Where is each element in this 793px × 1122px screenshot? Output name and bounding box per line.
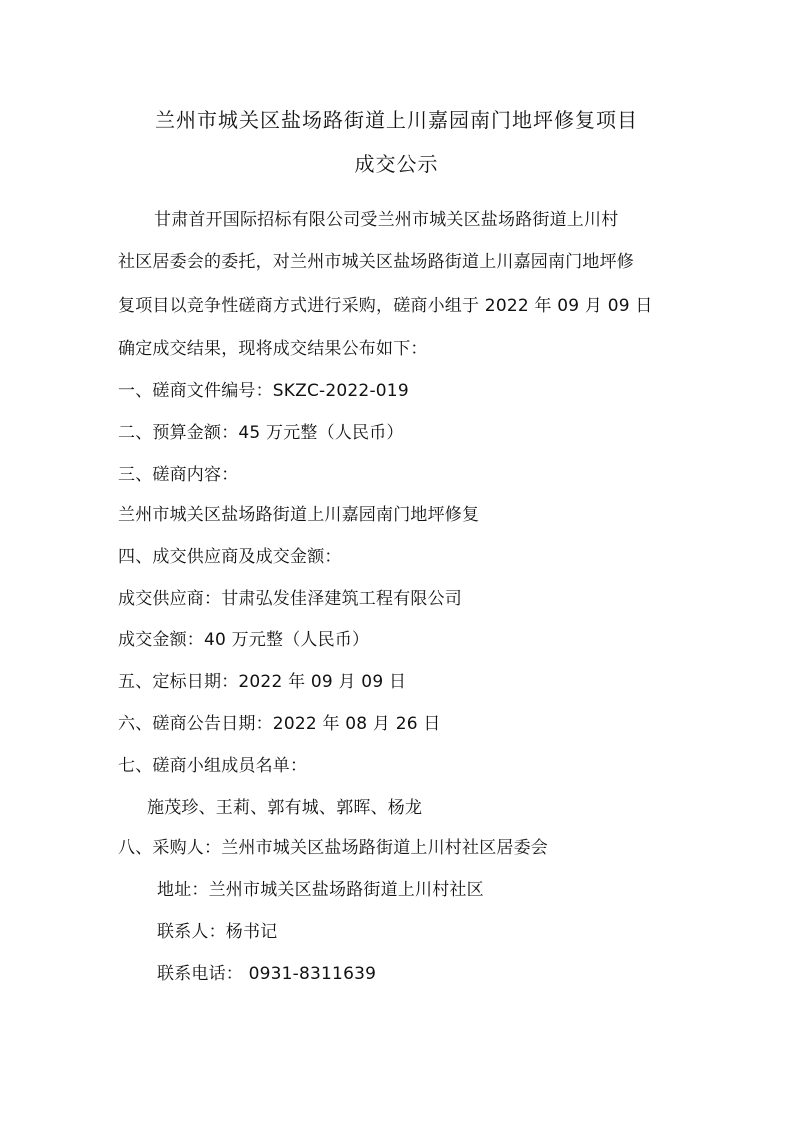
document-title: 兰州市城关区盐场路街道上川嘉园南门地坪修复项目 <box>155 108 638 132</box>
panel-members: 施茂珍、王莉、郭有城、郭晖、杨龙 <box>147 798 423 818</box>
intro-line-3: 复项目以竞争性磋商方式进行采购，磋商小组于 2022 年 09 月 09 日 <box>118 296 653 316</box>
item-budget: 二、预算金额：45 万元整（人民币） <box>118 423 404 443</box>
item-award-date: 五、定标日期：2022 年 09 月 09 日 <box>118 672 407 692</box>
intro-line-2: 社区居委会的委托，对兰州市城关区盐场路街道上川嘉园南门地坪修 <box>118 252 634 272</box>
item-content-heading: 三、磋商内容： <box>118 465 239 485</box>
deal-amount: 成交金额：40 万元整（人民币） <box>118 630 370 650</box>
purchaser-contact: 联系人：杨书记 <box>157 922 278 942</box>
intro-line-4: 确定成交结果，现将成交结果公布如下： <box>118 339 428 359</box>
purchaser-phone: 联系电话： 0931-8311639 <box>157 964 377 984</box>
document-subtitle: 成交公示 <box>354 152 439 176</box>
supplier-name: 成交供应商：甘肃弘发佳泽建筑工程有限公司 <box>118 589 462 609</box>
item-panel-heading: 七、磋商小组成员名单： <box>118 756 308 776</box>
intro-line-1: 甘肃首开国际招标有限公司受兰州市城关区盐场路街道上川村 <box>154 210 619 230</box>
item-supplier-heading: 四、成交供应商及成交金额： <box>118 547 342 567</box>
item-purchaser: 八、采购人：兰州市城关区盐场路街道上川村社区居委会 <box>118 838 548 858</box>
item-doc-number: 一、磋商文件编号：SKZC-2022-019 <box>118 381 409 401</box>
item-content-text: 兰州市城关区盐场路街道上川嘉园南门地坪修复 <box>118 505 480 525</box>
purchaser-address: 地址：兰州市城关区盐场路街道上川村社区 <box>157 880 484 900</box>
item-announcement-date: 六、磋商公告日期：2022 年 08 月 26 日 <box>118 714 441 734</box>
